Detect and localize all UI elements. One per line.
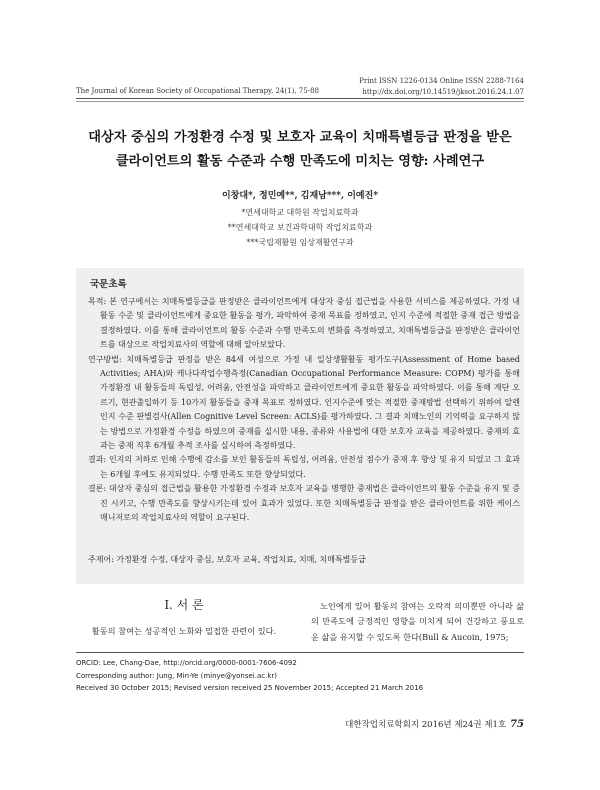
issn-doi-block [359, 76, 524, 98]
intro-right-text: 노인에게 있어 활동의 참여는 오락적 의미뿐만 아니라 삶의 만족도에 긍정적인 영향을 미치게 되어 건강하고 풍요로운 삶을 유지할 수 있도록 한다(Bull & Aucoin, 1975; [311, 601, 524, 642]
authors: 이창대*, 정민예**, 김재남***, 이예진* [221, 191, 379, 201]
affiliation-2: **연세대학교 보건과학대학 작업치료학과 [227, 223, 373, 232]
intro-left-text: 활동의 참여는 성공적인 노화와 밀접한 관련이 있다. [91, 626, 277, 636]
footnotes [76, 657, 524, 695]
abstract-method: 연구방법: 치매특별등급 판정을 받은 84세 여성으로 가정 내 일상생활활동 평가도구(Assessment of Home based Activities; AHA)와 캐나다작업수행측정(Canadian Occupational Performance Measure: COPM) 평가를 통해 가정환경 내 활동들의 독립성, 어려움, 안전성을 파악하고 클라이언트에게 중요한 활동을 파악하였다. 이를 통해 계단 오르기, 현관출입하기 등 10가지 활동들을 중재 목표로 정하였다. 인지수준에 맞는 적절한 중재방법 선택하기 위하여 알렌 인지 수준 판별검사(Allen Cognitive Level Screen: ACLS)를 평가하였다. 그 결과 치매노인의 기억력을 요구하지 않는 방법으로 가정환경 수정을 하였으며 중재를 실시한 내용, 종류와 사용법에 대한 보호자 교육을 제공하였다. 중재의 효과는 중재 직후 6개월 추적 조사를 실시하여 측정하였다. [88, 354, 520, 451]
abstract-conclusion: 결론: 대상자 중심의 접근법을 활용한 가정환경 수정과 보호자 교육을 병행한 중재법은 클라이언트의 활동 수준을 유지 및 증진 시키고, 수행 만족도를 향상시키는데 있어 효과가 있었다. 또한 치매특별등급 판정을 받은 클라이언트를 위한 케이스 매니저로의 작업치료사의 역할이 요구된다. [88, 484, 520, 523]
footnote-rule [76, 652, 524, 653]
received-dates: Received 30 October 2015; Revised version received 25 November 2015; Accepted 21 March 2016 [76, 684, 424, 692]
abstract-objective: 목적: 본 연구에서는 치매특별등급을 판정받은 클라이언트에게 대상자 중심 접근법을 사용한 서비스를 제공하였다. 가정 내 활동 수준 및 클라이언트에게 중요한 활동을 평가, 파악하여 중재 목표를 정하였고, 인지 수준에 적절한 중재 접근 방법을 결정하였다. 이를 통해 클라이언트의 활동 수준과 수행 만족도의 변화를 측정하였고, 치매특별등급을 판정받은 클라이언트를 대상으로 작업치료사의 역할에 대해 알아보았다. [88, 297, 520, 350]
corresponding-author: Corresponding author: Jung, Min-Ye (minye@yonsei.ac.kr) [76, 671, 278, 680]
section-heading-introduction: Ⅰ. 서 론 [164, 598, 204, 612]
abstract-heading: 국문초록 [90, 279, 127, 290]
journal-footer-text: 대한작업치료학회지 2016년 제24권 제1호 [345, 720, 507, 730]
title-line-2: 클라이언트의 활동 수준과 수행 만족도에 미치는 영향: 사례연구 [115, 154, 485, 169]
abstract-result: 결과: 인지의 저하로 인해 수행에 감소를 보인 활동들의 독립성, 어려움, 안전성 점수가 중재 후 향상 및 유지 되었고 그 효과는 6개월 후에도 유지되었다. 수행 만족도 또한 향상되었다. [88, 455, 520, 479]
header-rule-thin [76, 101, 524, 102]
keywords: 주제어: 가정환경 수정, 대상자 중심, 보호자 교육, 작업치료, 치매, 치매특별등급 [88, 555, 366, 564]
title-line-1: 대상자 중심의 가정환경 수정 및 보호자 교육이 치매특별등급 판정을 받은 [88, 130, 512, 145]
doi[interactable]: http://dx.doi.org/10.14519/jksot.2016.24.1.07 [362, 88, 524, 96]
orcid-line[interactable]: ORCID: Lee, Chang-Dae, http://orcid.org/0000-0001-7606-4092 [76, 659, 297, 667]
abstract-body [88, 295, 520, 526]
page-number: 75 [510, 719, 524, 730]
issn: Print ISSN 1226-0134 Online ISSN 2288-7164 [359, 77, 524, 85]
intro-right-column [311, 599, 524, 645]
paper-title [40, 126, 560, 174]
affiliation-3: ***국립재활원 임상재활연구과 [246, 238, 354, 247]
journal-citation: The Journal of Korean Society of Occupational Therapy, 24(1), 75-88 [76, 87, 319, 95]
header-rule [76, 98, 524, 99]
affiliation-1: *연세대학교 대학원 작업치료학과 [241, 208, 359, 217]
journal-footer [345, 718, 524, 730]
